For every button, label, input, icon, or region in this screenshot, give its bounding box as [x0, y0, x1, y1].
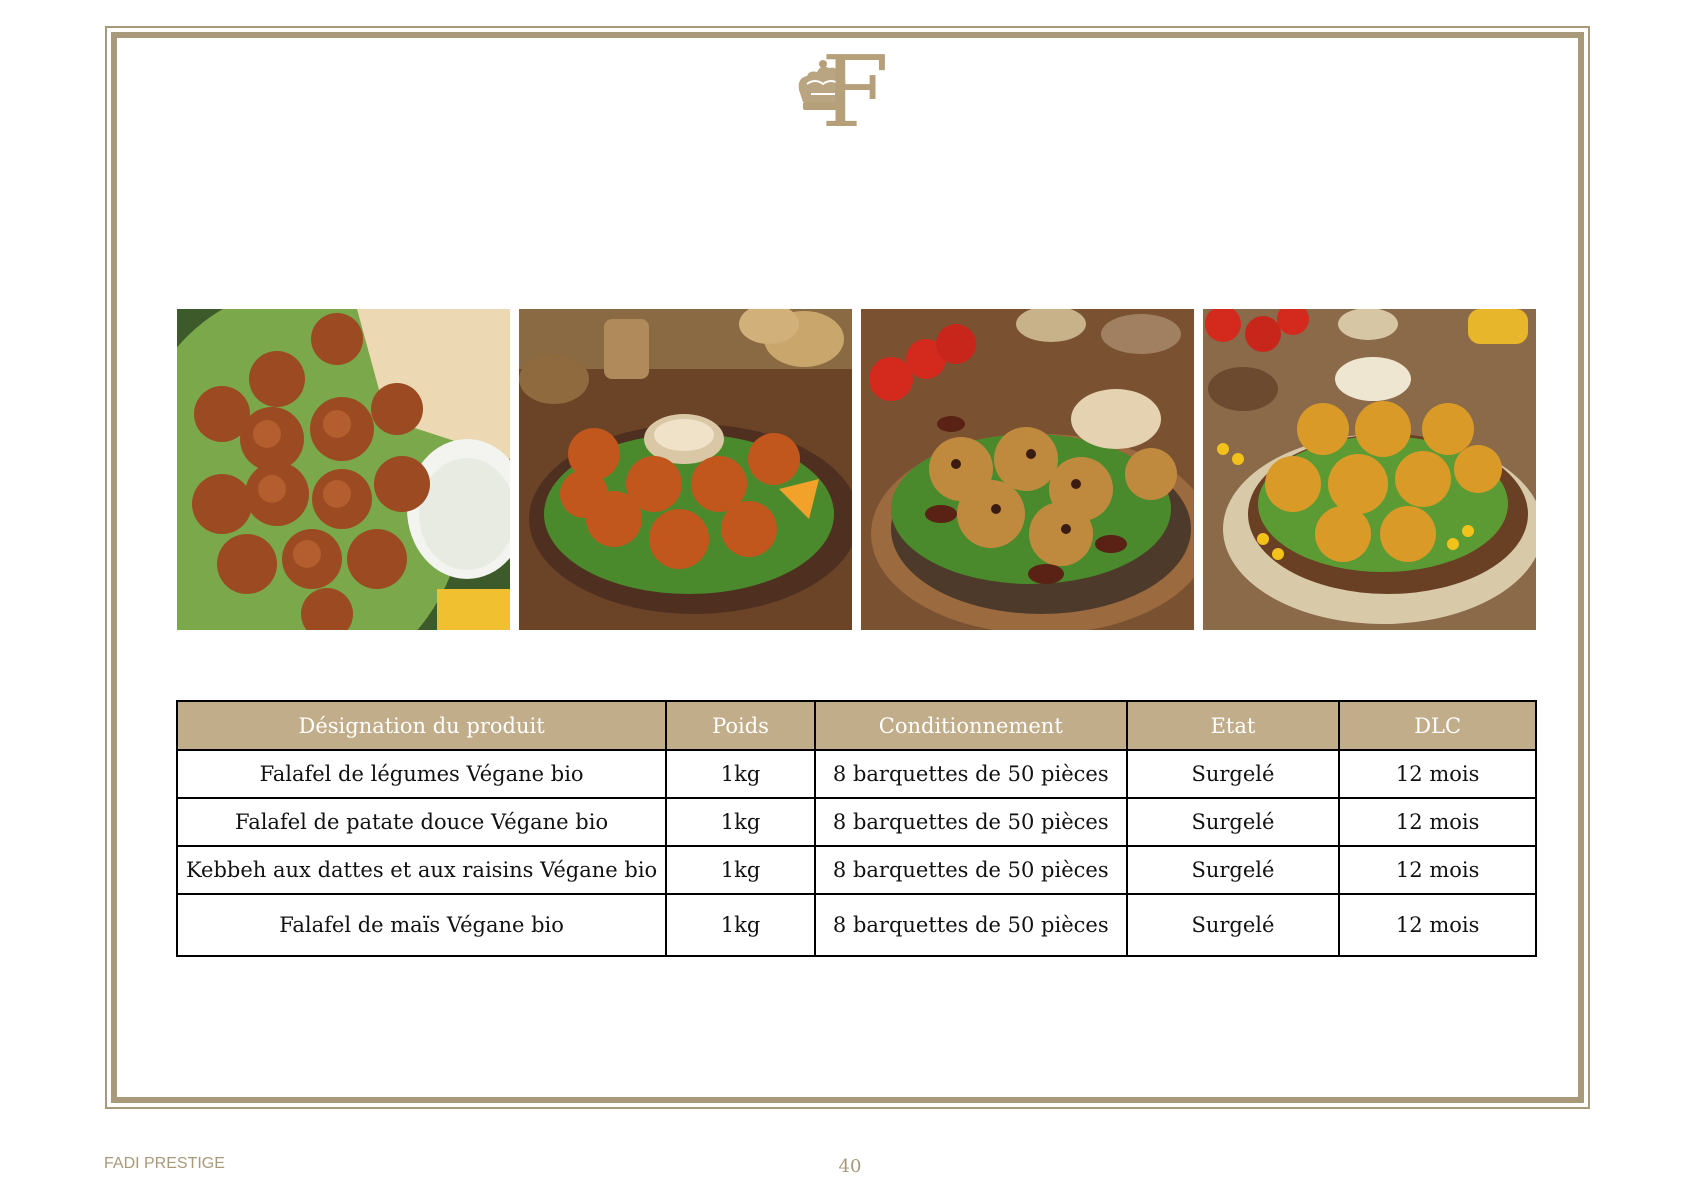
- cell-conditionnement: 8 barquettes de 50 pièces: [815, 894, 1127, 956]
- cell-etat: Surgelé: [1127, 750, 1340, 798]
- table-row: [177, 798, 1536, 846]
- cell-conditionnement: 8 barquettes de 50 pièces: [815, 798, 1127, 846]
- brand-logo: [793, 40, 903, 136]
- cell-etat: Surgelé: [1127, 798, 1340, 846]
- cell-poids: 1kg: [666, 750, 815, 798]
- page-number: 40: [838, 1156, 862, 1177]
- cell-poids: 1kg: [666, 894, 815, 956]
- cell-conditionnement: 8 barquettes de 50 pièces: [815, 750, 1127, 798]
- header-etat: Etat: [1127, 701, 1340, 750]
- cell-dlc: 12 mois: [1339, 846, 1536, 894]
- cell-dlc: 12 mois: [1339, 894, 1536, 956]
- table-row: [177, 894, 1536, 956]
- cell-conditionnement: 8 barquettes de 50 pièces: [815, 846, 1127, 894]
- cell-etat: Surgelé: [1127, 894, 1340, 956]
- falafel-sweet-potato-photo: [519, 309, 852, 630]
- cell-designation: Kebbeh aux dattes et aux raisins Végane bio: [177, 846, 666, 894]
- header-poids: Poids: [666, 701, 815, 750]
- cell-dlc: 12 mois: [1339, 798, 1536, 846]
- cell-etat: Surgelé: [1127, 846, 1340, 894]
- header-conditionnement: Conditionnement: [815, 701, 1127, 750]
- product-photos: [177, 309, 1536, 630]
- footer-brand: FADI PRESTIGE: [104, 1155, 225, 1172]
- cell-poids: 1kg: [666, 846, 815, 894]
- table-header-row: [177, 701, 1536, 750]
- table-row: [177, 846, 1536, 894]
- header-dlc: DLC: [1339, 701, 1536, 750]
- product-table: [176, 700, 1537, 957]
- table-row: [177, 750, 1536, 798]
- logo-letter: F: [821, 40, 889, 136]
- cell-designation: Falafel de maïs Végane bio: [177, 894, 666, 956]
- cell-poids: 1kg: [666, 798, 815, 846]
- kebbeh-dates-raisins-photo: [861, 309, 1194, 630]
- header-designation: Désignation du produit: [177, 701, 666, 750]
- cell-designation: Falafel de légumes Végane bio: [177, 750, 666, 798]
- cell-designation: Falafel de patate douce Végane bio: [177, 798, 666, 846]
- falafel-vegetables-photo: [177, 309, 510, 630]
- falafel-corn-photo: [1203, 309, 1536, 630]
- cell-dlc: 12 mois: [1339, 750, 1536, 798]
